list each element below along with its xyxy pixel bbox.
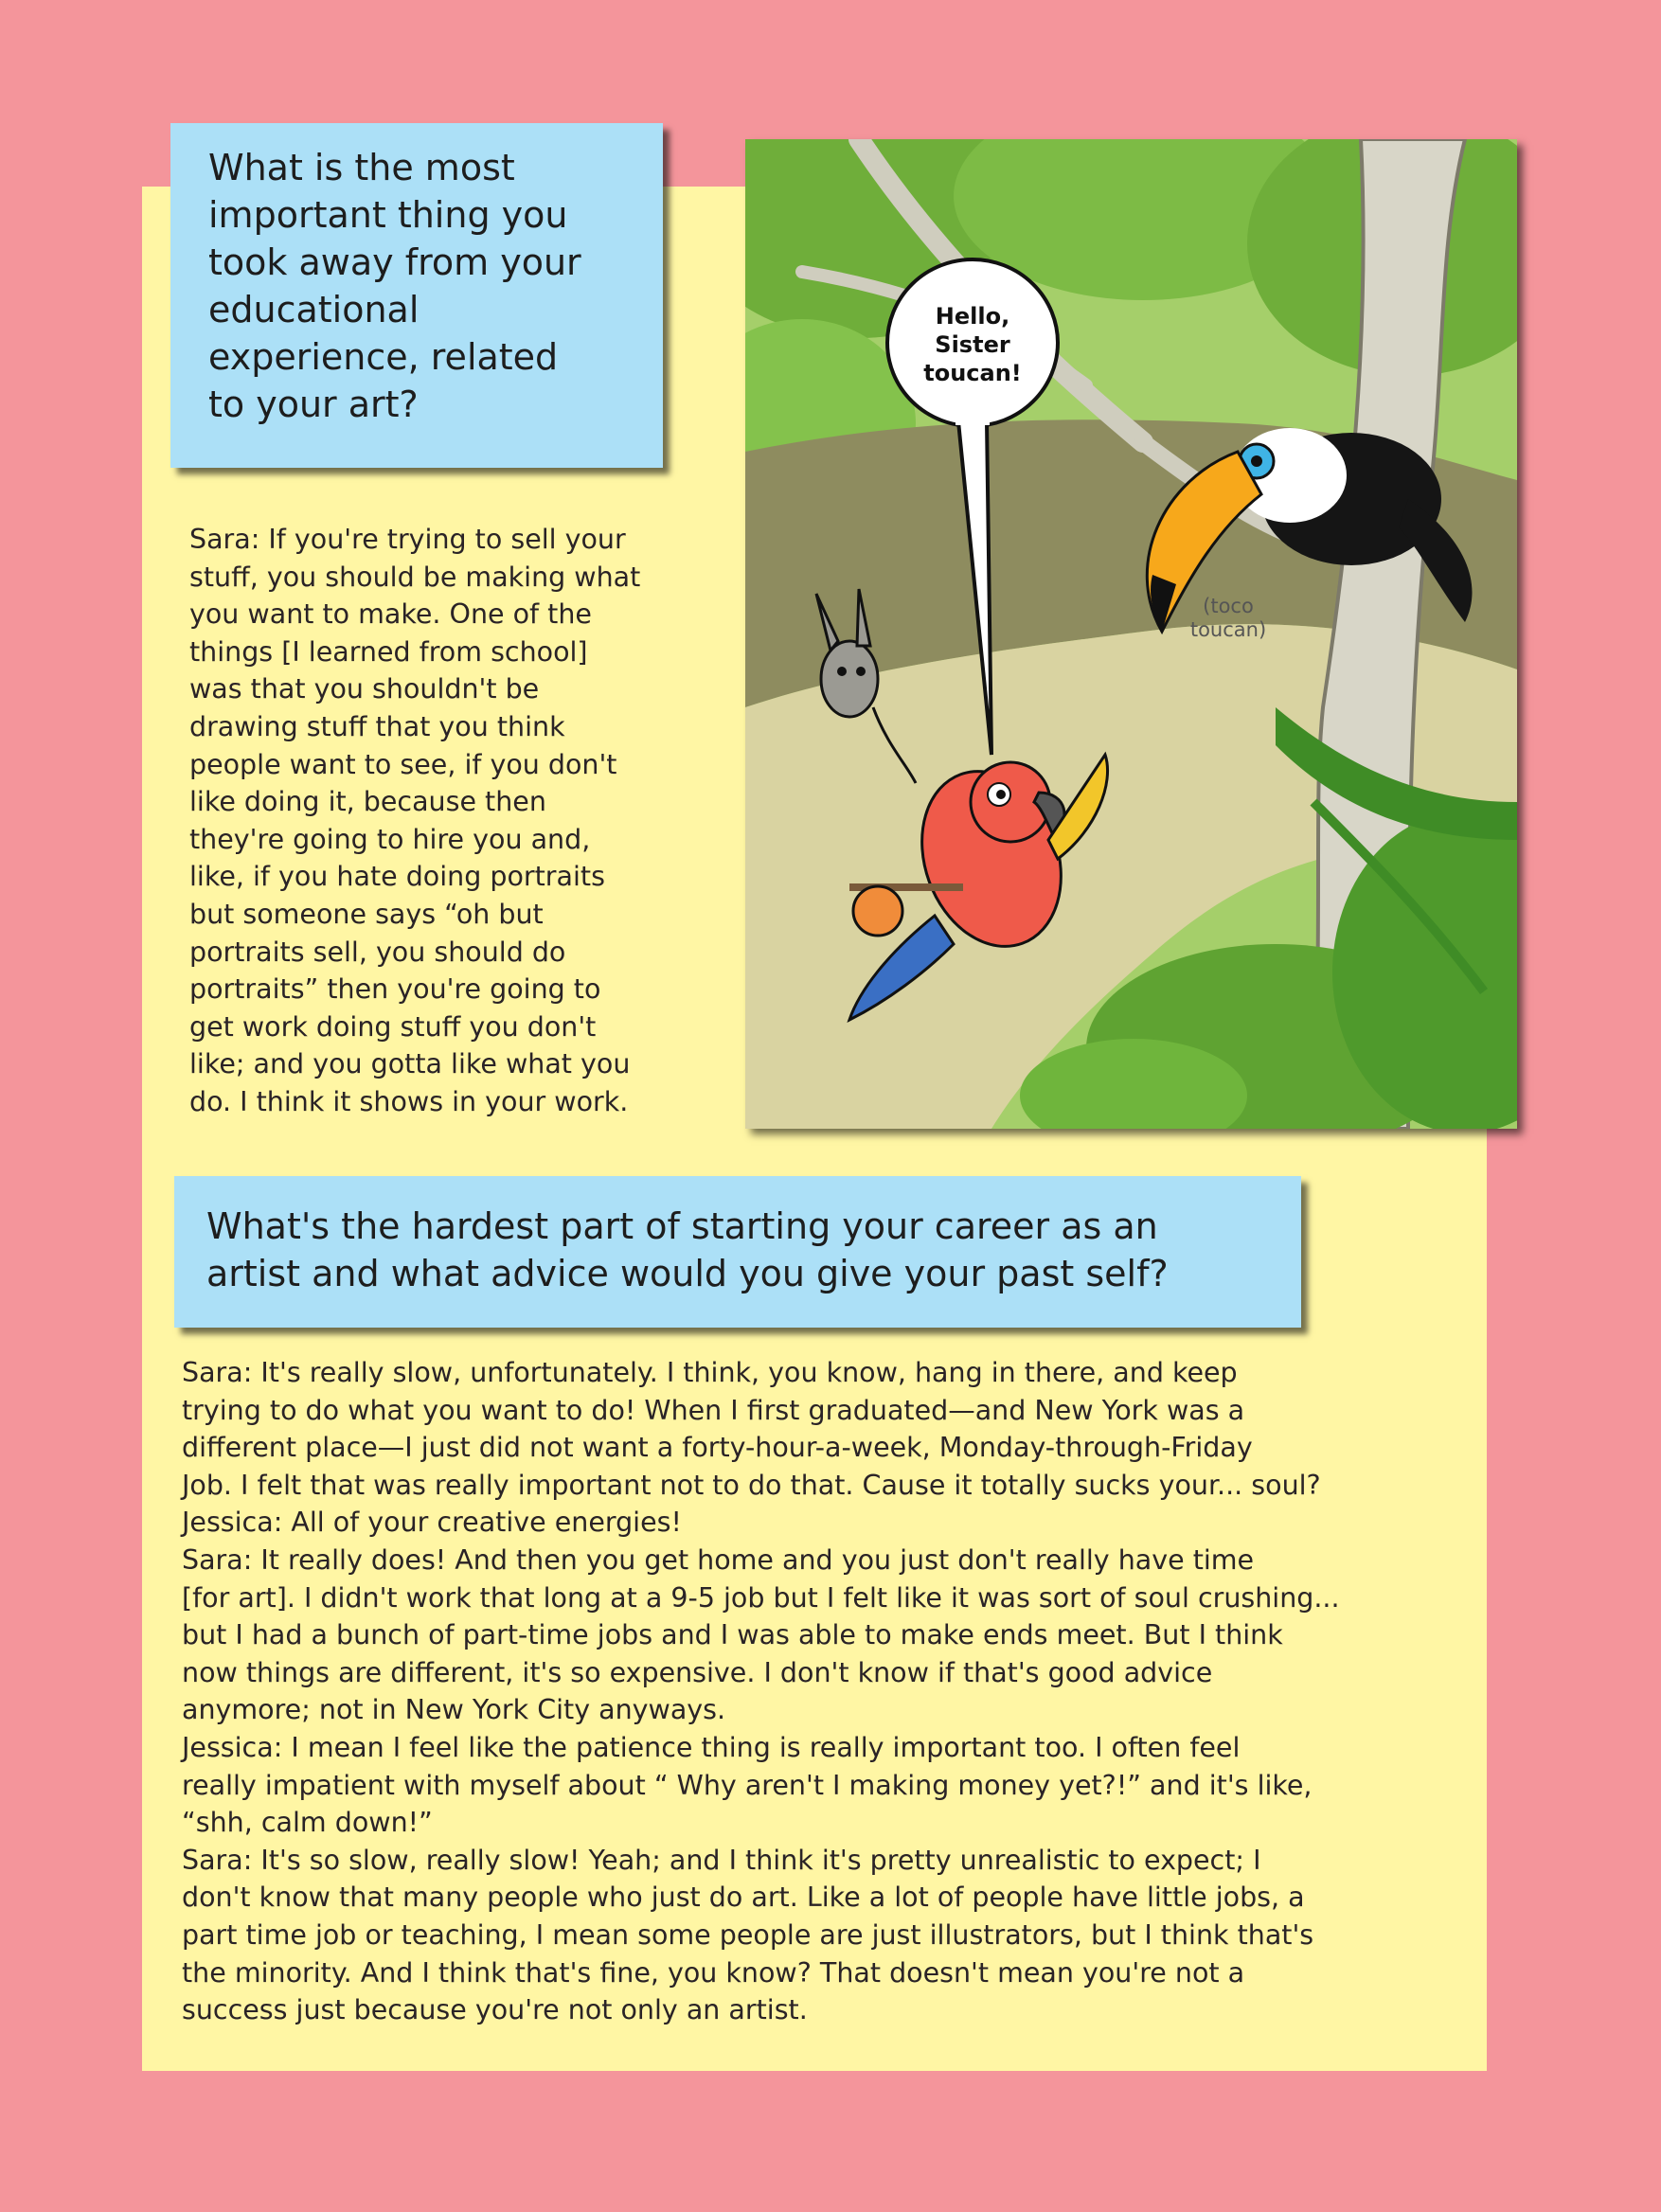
question-box-2	[174, 1176, 1301, 1328]
question-2-line: What's the hardest part of starting your career as an	[206, 1205, 1158, 1247]
bindle-bag	[853, 886, 902, 936]
parrot-pupil	[996, 790, 1006, 799]
species-note-line: (toco	[1203, 595, 1254, 617]
speech-bubble-line: toucan!	[923, 360, 1022, 386]
question-1-line: experience, related	[208, 336, 559, 378]
answer-1-text: Sara: If you're trying to sell your stuff, you should be making what you want to make. One of the things [I learned from school] was that you shouldn't be drawing stuff that you think people want to see, if you don't like doing it, because then they're going to hire you and, like, if you hate doing portraits but someone says “oh but portraits sell, you should do portraits” then you're going to get work doing stuff you don't like; and you gotta like what you do. I think it shows in your work.	[189, 524, 641, 1117]
speech-bubble-line: Sister	[935, 331, 1010, 358]
question-1-line: took away from your	[208, 241, 581, 283]
speech-bubble-tail-mask	[956, 419, 990, 425]
speech-bubble-line: Hello,	[935, 303, 1010, 330]
toucan-pupil	[1251, 455, 1262, 467]
donkey-eye	[837, 667, 847, 676]
jungle-illustration	[745, 139, 1517, 1129]
donkey-eye	[856, 667, 866, 676]
question-1-line: What is the most	[208, 147, 515, 188]
illustration-canvas	[745, 139, 1517, 1129]
question-1-line: important thing you	[208, 194, 568, 236]
species-note-line: toucan)	[1189, 618, 1267, 641]
answer-2-text: Sara: It's really slow, unfortunately. I think, you know, hang in there, and keep trying to do what you want to do! When I first graduated—and New York was a different place—I just did not want a forty-hour-a-week, Monday-through-Friday Job. I felt that was really important not to do that. Cause it totally sucks your... soul? Jessica: All of your creative energies! Sara: It really does! And then you get home and you just don't really have time [for art]. I didn't work that long at a 9-5 job but I felt like it was sort of soul crushing... but I had a bunch of part-time jobs and I was able to make ends meet. But I think now things are different, it's so expensive. I don't know if that's good advice anymore; not in New York City anyways. Jessica: I mean I feel like the patience thing is really important too. I often feel really impatient with myself about “ Why aren't I making money yet?!” and it's like, “shh, calm down!” Sara: It's so slow, really slow! Yeah; and I think it's pretty unrealistic to expect; I don't know that many people who just do art. Like a lot of people have little jobs, a part time job or teaching, I mean some people are just illustrators, but I think that's the minority. And I think that's fine, you know? That doesn't mean you're not a success just because you're not only an artist.	[182, 1357, 1340, 2026]
question-1-line: to your art?	[208, 384, 419, 425]
question-box-1	[170, 123, 663, 468]
question-2-line: artist and what advice would you give your past self?	[206, 1253, 1169, 1294]
question-1-line: educational	[208, 289, 420, 330]
